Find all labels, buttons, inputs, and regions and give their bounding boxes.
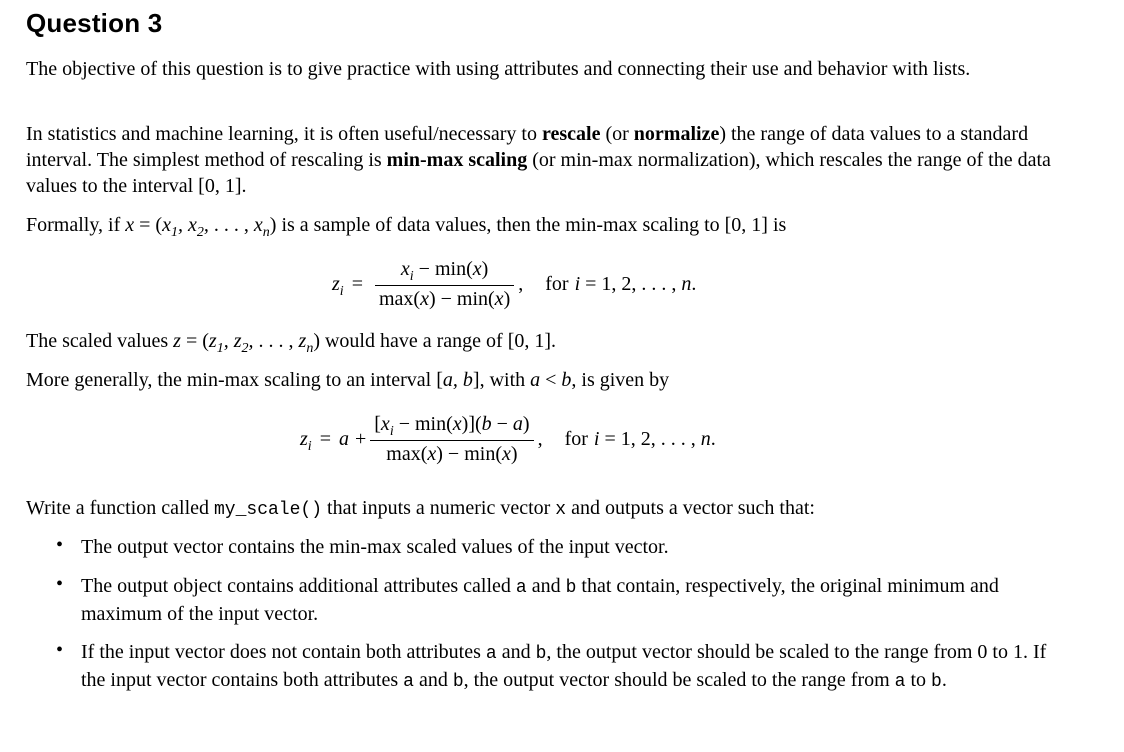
task-paragraph: Write a function called my_scale() that inputs a numeric vector x and outputs a vector such that:	[26, 497, 815, 520]
bullet-item-range-rules: If the input vector does not contain both attributes a and b, the output vector should be scaled to the range from 0 to 1. If the input vector contains both attributes a and b, the output vector should be scaled to the range from a to b.	[81, 641, 1047, 692]
bullet-item-scaled-values: The output vector contains the min-max scaled values of the input vector.	[81, 536, 669, 558]
equation-unit-scaling: $z_i$ = $\frac{x_i - \min(x)}{\max(x) - \min(x)}$ , for i = 1, 2, . . . , n.	[332, 258, 697, 310]
general-interval-paragraph: More generally, the min-max scaling to an interval [a, b], with a < b, is given by	[26, 369, 670, 391]
normalize-term: normalize	[633, 123, 720, 145]
intro-paragraph: The objective of this question is to give practice with using attributes and connecting their use and behavior with lists.	[26, 58, 971, 80]
fraction: $\frac{[x_i - \min(x)](b - a)}{\max(x) - \min(x)}$	[370, 411, 533, 467]
input-vector-code: x	[555, 500, 567, 520]
formal-definition-paragraph: Formally, if $x = (x_1$, $x_2$, . . . , $x_n$) is a sample of data values, then the min-max scaling to [0, 1] is	[26, 214, 787, 240]
fraction: $\frac{x_i - \min(x)}{\max(x) - \min(x)}$	[375, 256, 514, 312]
bullet-marker: •	[56, 534, 64, 556]
scaled-vector-math: $z = (z_1$, $z_2$, . . . , $z_n$)	[173, 330, 320, 356]
bullet-marker: •	[56, 573, 64, 595]
function-name-code: my_scale()	[214, 500, 323, 520]
question-heading: Question 3	[26, 8, 163, 38]
rescale-paragraph: In statistics and machine learning, it is often useful/necessary to rescale (or normalize) the range of data values to a standard interval. The simplest method of rescaling is min-max scaling (or min-max normalization), which rescales the range of the data values to the interval [0, 1].	[26, 123, 1051, 197]
sample-vector-math: $x = (x_1$, $x_2$, . . . , $x_n$)	[125, 214, 277, 240]
bullet-item-attributes: The output object contains additional attributes called a and b that contain, respectively, the original minimum and maximum of the input vector.	[81, 575, 999, 625]
rescale-term: rescale	[541, 123, 601, 145]
scaled-values-paragraph: The scaled values $z = (z_1$, $z_2$, . . . , $z_n$) would have a range of [0, 1].	[26, 330, 557, 356]
min-max-scaling-term: min-max scaling	[386, 149, 528, 171]
bullet-marker: •	[56, 639, 64, 661]
equation-general-scaling: $z_i$ = a + $\frac{[x_i - \min(x)](b - a)}{\max(x) - \min(x)}$ , for i = 1, 2, . . . , n.	[300, 413, 716, 465]
